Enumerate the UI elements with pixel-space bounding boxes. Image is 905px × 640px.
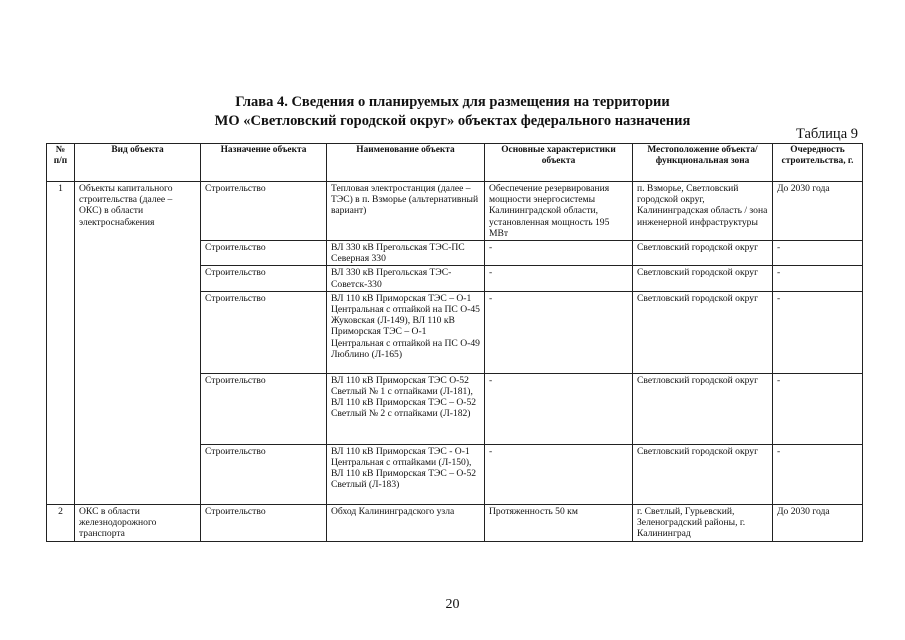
- location-cell: Светловский городской округ: [633, 444, 773, 504]
- row-kind-cell: ОКС в области железнодорожного транспорта: [75, 504, 201, 541]
- characteristics-cell: Протяженность 50 км: [485, 504, 633, 541]
- objects-table: [46, 143, 863, 542]
- location-cell: Светловский городской округ: [633, 373, 773, 444]
- header-kind: Вид объекта: [75, 144, 201, 182]
- chapter-title: [150, 93, 755, 131]
- header-purpose: Назначение объекта: [201, 144, 327, 182]
- purpose-cell: Строительство: [201, 444, 327, 504]
- header-name: Наименование объекта: [327, 144, 485, 182]
- term-cell: -: [773, 444, 863, 504]
- chapter-title-line2: МО «Светловский городской округ» объектах федерального назначения: [214, 113, 691, 129]
- header-characteristics: Основные характеристики объекта: [485, 144, 633, 182]
- row-num-cell: 2: [47, 504, 75, 541]
- term-cell: До 2030 года: [773, 182, 863, 241]
- term-cell: -: [773, 373, 863, 444]
- purpose-cell: Строительство: [201, 241, 327, 266]
- table-caption: Таблица 9: [795, 126, 858, 142]
- term-cell: -: [773, 266, 863, 291]
- term-cell: -: [773, 241, 863, 266]
- object-name-cell: Тепловая электростанция (далее – ТЭС) в п. Взморье (альтернативный вариант): [327, 182, 485, 241]
- term-cell: -: [773, 291, 863, 373]
- purpose-cell: Строительство: [201, 373, 327, 444]
- characteristics-cell: -: [485, 241, 633, 266]
- object-name-cell: ВЛ 110 кВ Приморская ТЭС – О-1 Центральная с отпайкой на ПС О-45 Жуковская (Л-149), ВЛ 110 кВ Приморская ТЭС – О-1 Центральная с отпайкой на ПС О-49 Люблино (Л-165): [327, 291, 485, 373]
- purpose-cell: Строительство: [201, 504, 327, 541]
- object-name-cell: ВЛ 330 кВ Прегольская ТЭС-Советск-330: [327, 266, 485, 291]
- characteristics-cell: -: [485, 291, 633, 373]
- table-row: [47, 504, 863, 541]
- table-row: [47, 182, 863, 241]
- purpose-cell: Строительство: [201, 291, 327, 373]
- header-term: Очередность строительства, г.: [773, 144, 863, 182]
- object-name-cell: ВЛ 330 кВ Прегольская ТЭС-ПС Северная 330: [327, 241, 485, 266]
- purpose-cell: Строительство: [201, 266, 327, 291]
- characteristics-cell: Обеспечение резервирования мощности энергосистемы Калининградской области, установленная мощность 195 МВт: [485, 182, 633, 241]
- chapter-title-line1: Глава 4. Сведения о планируемых для размещения на территории: [235, 94, 670, 110]
- location-cell: п. Взморье, Светловский городской округ, Калининградская область / зона инженерной инфраструктуры: [633, 182, 773, 241]
- location-cell: Светловский городской округ: [633, 241, 773, 266]
- header-num: № п/п: [47, 144, 75, 182]
- characteristics-cell: -: [485, 266, 633, 291]
- object-name-cell: ВЛ 110 кВ Приморская ТЭС - О-1 Центральная с отпайками (Л-150), ВЛ 110 кВ Приморская ТЭС – О-52 Светлый (Л-183): [327, 444, 485, 504]
- location-cell: Светловский городской округ: [633, 266, 773, 291]
- header-location: Местоположение объекта/функциональная зона: [633, 144, 773, 182]
- location-cell: г. Светлый, Гурьевский, Зеленоградский районы, г. Калининград: [633, 504, 773, 541]
- term-cell: До 2030 года: [773, 504, 863, 541]
- characteristics-cell: -: [485, 444, 633, 504]
- object-name-cell: ВЛ 110 кВ Приморская ТЭС О-52 Светлый № 1 с отпайками (Л-181), ВЛ 110 кВ Приморская ТЭС – О-52 Светлый № 2 с отпайками (Л-182): [327, 373, 485, 444]
- page-number: 20: [445, 597, 460, 612]
- location-cell: Светловский городской округ: [633, 291, 773, 373]
- object-name-cell: Обход Калининградского узла: [327, 504, 485, 541]
- characteristics-cell: -: [485, 373, 633, 444]
- purpose-cell: Строительство: [201, 182, 327, 241]
- row-kind-cell: Объекты капитального строительства (далее – ОКС) в области электроснабжения: [75, 182, 201, 505]
- row-num-cell: 1: [47, 182, 75, 505]
- table-header-row: [47, 144, 863, 182]
